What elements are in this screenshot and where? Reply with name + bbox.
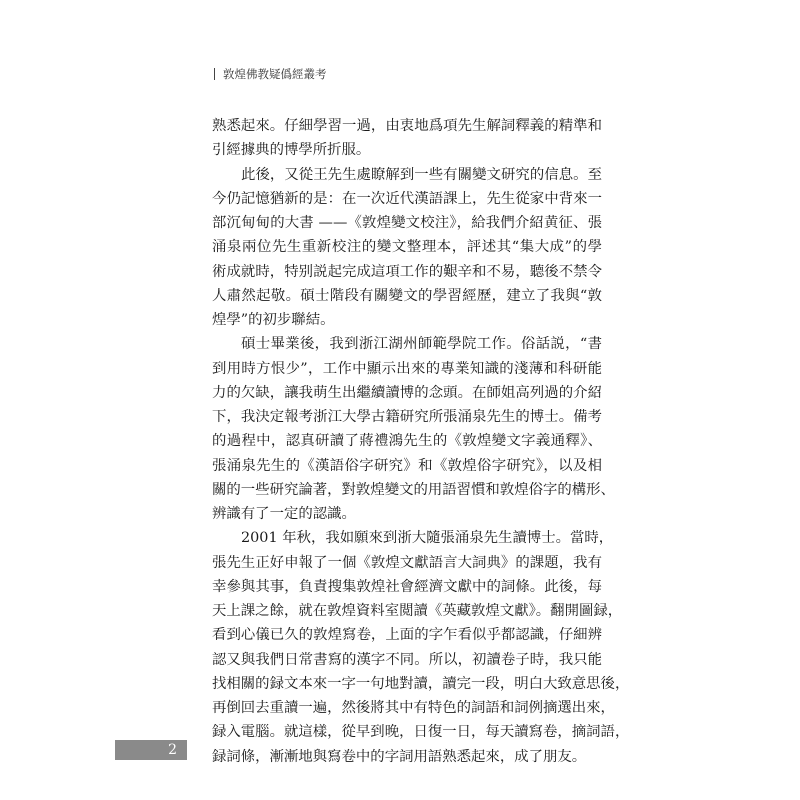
running-header [214, 66, 327, 82]
text-line: 力的欠缺，讓我萌生出繼續讀博的念頭。在師姐高列過的介紹 [212, 384, 602, 401]
text-line: 找相關的録文本來一字一句地對讀，讀完一段，明白大致意思後， [212, 675, 630, 692]
text-line: 張先生正好申報了一個《敦煌文獻語言大詞典》的課題，我有 [212, 554, 602, 571]
text-line: 的過程中，認真研讀了蔣禮鴻先生的《敦煌變文字義通釋》、 [212, 433, 602, 450]
text-line: 辨識有了一定的認識。 [212, 506, 356, 522]
text-line: 涌泉兩位先生重新校注的變文整理本，評述其“集大成”的學 [212, 239, 602, 256]
header-rule [214, 68, 215, 80]
running-title: 敦煌佛教疑僞經叢考 [223, 67, 327, 81]
text-line: 看到心儀已久的敦煌寫卷，上面的字乍看似乎都認識，仔細辨 [212, 627, 602, 644]
text-line: 幸參與其事，負責搜集敦煌社會經濟文獻中的詞條。此後，每 [212, 578, 602, 595]
text-line: 録入電腦。就這樣，從早到晚，日復一日，每天讀寫卷，摘詞語， [212, 724, 630, 741]
text-line: 2001 年秋，我如願來到浙大隨張涌泉先生讀博士。當時， [241, 530, 614, 547]
text-line: 熟悉起來。仔細學習一過，由衷地爲項先生解詞釋義的精準和 [212, 118, 602, 134]
text-line: 碩士畢業後，我到浙江湖州師範學院工作。俗話説，“書 [241, 336, 602, 353]
text-line: 張涌泉先生的《漢語俗字研究》和《敦煌俗字研究》，以及相 [212, 457, 602, 474]
body-text [212, 114, 630, 769]
text-line: 天上課之餘，就在敦煌資料室閲讀《英藏敦煌文獻》。翻開圖録， [212, 603, 623, 619]
text-line: 煌學”的初步聯結。 [212, 312, 335, 328]
text-line: 部沉甸甸的大書 ——《敦煌變文校注》，給我們介紹黄征、張 [212, 215, 602, 231]
text-line: 録詞條，漸漸地與寫卷中的字詞用語熟悉起來，成了朋友。 [212, 748, 587, 765]
text-line: 到用時方恨少”，工作中顯示出來的專業知識的淺薄和科研能 [212, 360, 602, 377]
text-line: 術成就時，特别説起完成這項工作的艱辛和不易，聽後不禁令 [212, 263, 602, 280]
text-line: 關的一些研究論著，對敦煌變文的用語習慣和敦煌俗字的構形、 [212, 481, 615, 498]
page-number-tab [115, 740, 187, 760]
text-line: 人肅然起敬。碩士階段有關變文的學習經歷，建立了我與“敦 [212, 287, 602, 304]
text-line: 引經據典的博學所折服。 [212, 142, 371, 159]
text-line: 此後，又從王先生處瞭解到一些有關變文研究的信息。至 [241, 166, 602, 183]
text-line: 認又與我們日常書寫的漢字不同。所以，初讀卷子時，我只能 [212, 651, 602, 668]
text-line: 下，我決定報考浙江大學古籍研究所張涌泉先生的博士。備考 [212, 409, 602, 425]
text-line: 今仍記憶猶新的是：在一次近代漢語課上，先生從家中背來一 [212, 190, 602, 207]
page-number: 2 [168, 742, 177, 758]
text-line: 再倒回去重讀一遍，然後將其中有特色的詞語和詞例摘選出來， [212, 700, 615, 716]
